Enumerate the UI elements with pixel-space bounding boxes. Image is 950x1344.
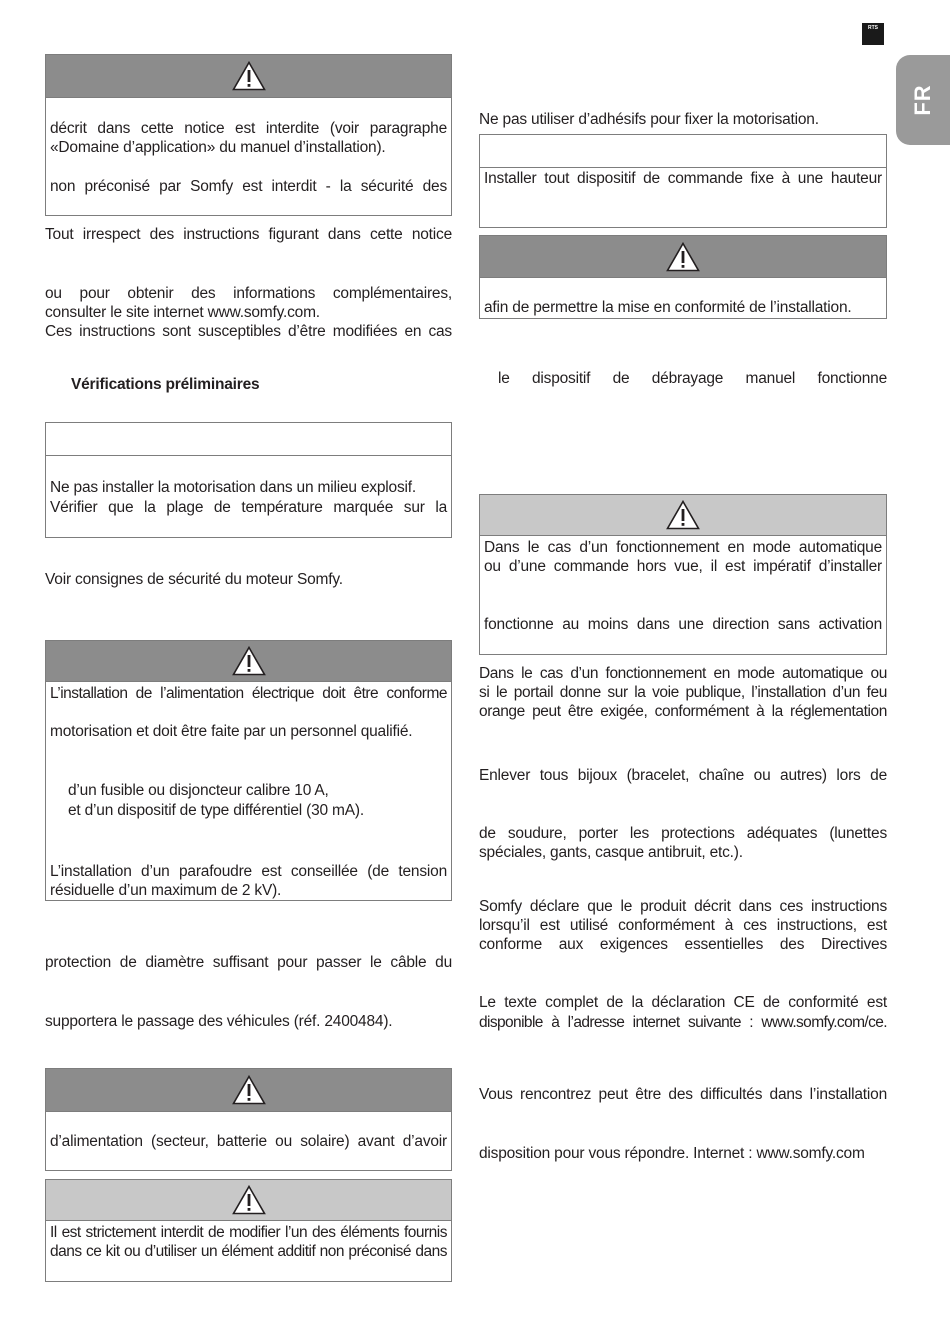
warning-header [46, 1069, 451, 1112]
warning-icon [666, 242, 700, 272]
warning-icon [666, 500, 700, 530]
box-text: non préconisé par Somfy est interdit - la sécurité des [50, 178, 447, 195]
box-text: Il est strictement interdit de modifier l’un des éléments fournis [50, 1224, 447, 1241]
box-text: et d’un dispositif de type différentiel (30 mA). [68, 802, 364, 819]
warning-box-r2 [479, 235, 887, 319]
notice-header [480, 135, 886, 168]
paragraph: lorsqu’il est utilisé conformément à ces instructions, est [479, 917, 887, 934]
paragraph: supportera le passage des véhicules (réf. 2400484). [45, 1013, 393, 1030]
paragraph: orange peut être exigée, conformément à la réglementation [479, 703, 887, 720]
paragraph: spéciales, gants, casque antibruit, etc.). [479, 844, 743, 861]
box-text: fonctionne au moins dans une direction sans activation [484, 616, 882, 633]
box-text: d’un fusible ou disjoncteur calibre 10 A, [68, 782, 329, 799]
paragraph: Enlever tous bijoux (bracelet, chaîne ou autres) lors de [479, 767, 887, 784]
paragraph: ou pour obtenir des informations complémentaires, [45, 285, 452, 302]
paragraph: disponible à l’adresse internet suivante : www.somfy.com/ce. [479, 1014, 887, 1031]
box-text: «Domaine d’application» du manuel d’installation). [50, 139, 386, 156]
box-text: afin de permettre la mise en conformité de l’installation. [484, 299, 852, 316]
paragraph: Tout irrespect des instructions figurant dans cette notice [45, 226, 452, 243]
paragraph: disposition pour vous répondre. Internet : www.somfy.com [479, 1145, 865, 1162]
box-text: ou d’une commande hors vue, il est impératif d’installer [484, 558, 882, 575]
language-tab [896, 55, 950, 145]
box-text: Ne pas installer la motorisation dans un milieu explosif. [50, 479, 416, 496]
warning-icon [232, 61, 266, 91]
paragraph: Ces instructions sont susceptibles d’être modifiées en cas [45, 323, 452, 340]
box-text: Vérifier que la plage de température marquée sur la [50, 499, 447, 516]
notice-box-r1 [479, 134, 887, 228]
warning-icon [232, 1185, 266, 1215]
language-tab-label: FR [910, 84, 935, 116]
paragraph: consulter le site internet www.somfy.com. [45, 304, 320, 321]
paragraph: Voir consignes de sécurité du moteur Somfy. [45, 571, 343, 588]
warning-box-5 [45, 1179, 452, 1282]
box-text: L’installation de l’alimentation électrique doit être conforme [50, 685, 447, 702]
box-text: d’alimentation (secteur, batterie ou solaire) avant d’avoir [50, 1133, 447, 1150]
warning-header [46, 1180, 451, 1221]
box-text: L’installation d’un parafoudre est conseillée (de tension [50, 863, 447, 880]
box-text: motorisation et doit être faite par un personnel qualifié. [50, 723, 413, 740]
warning-icon [232, 646, 266, 676]
box-text: Installer tout dispositif de commande fixe à une hauteur [484, 170, 882, 187]
rts-logo [862, 23, 884, 45]
rts-logo-text: RTS [868, 25, 878, 31]
warning-header [480, 236, 886, 278]
warning-box-3 [45, 640, 452, 901]
box-text: Dans le cas d’un fonctionnement en mode automatique [484, 539, 882, 556]
box-text: résiduelle d’un maximum de 2 kV). [50, 882, 282, 899]
paragraph: Le texte complet de la déclaration CE de conformité est [479, 994, 887, 1011]
warning-header [480, 495, 886, 536]
warning-header [46, 55, 451, 98]
box-text: décrit dans cette notice est interdite (voir paragraphe [50, 120, 447, 137]
paragraph: Ne pas utiliser d’adhésifs pour fixer la motorisation. [479, 111, 819, 128]
section-heading: Vérifications préliminaires [71, 376, 260, 393]
warning-icon [232, 1075, 266, 1105]
notice-header [46, 423, 451, 456]
notice-box-2 [45, 422, 452, 538]
warning-header [46, 641, 451, 682]
paragraph: Vous rencontrez peut être des difficultés dans l’installation [479, 1086, 887, 1103]
paragraph: de soudure, porter les protections adéquates (lunettes [479, 825, 887, 842]
paragraph: Dans le cas d’un fonctionnement en mode automatique ou [479, 665, 887, 682]
paragraph: conforme aux exigences essentielles des Directives [479, 936, 887, 953]
paragraph: si le portail donne sur la voie publique, l’installation d’un feu [479, 684, 887, 701]
warning-box-r3 [479, 494, 887, 655]
paragraph: le dispositif de débrayage manuel fonctionne [498, 370, 887, 387]
paragraph: protection de diamètre suffisant pour passer le câble du [45, 954, 452, 971]
warning-box-4 [45, 1068, 452, 1171]
box-text: dans ce kit ou d’utiliser un élément additif non préconisé dans [50, 1243, 447, 1260]
paragraph: Somfy déclare que le produit décrit dans ces instructions [479, 898, 887, 915]
warning-box-1 [45, 54, 452, 216]
